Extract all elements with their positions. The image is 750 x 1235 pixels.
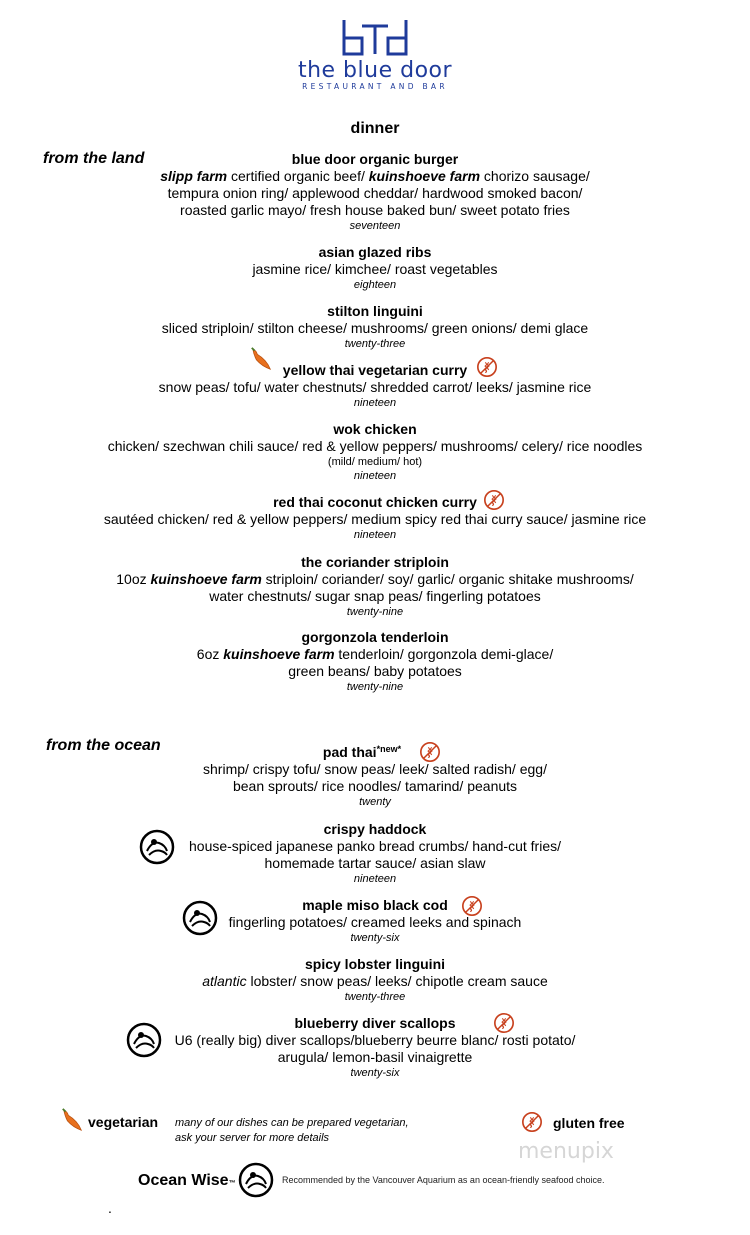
item-desc: chicken/ szechwan chili sauce/ red & yellow peppers/ mushrooms/ celery/ rice noodles (107, 438, 643, 454)
stray-dot: . (108, 1200, 112, 1216)
item-desc: fingerling potatoes/ creamed leeks and spinach (228, 914, 522, 930)
item-desc: slipp farm certified organic beef/ kuinshoeve farm chorizo sausage/ (160, 168, 590, 184)
menu-item (0, 744, 750, 809)
menu-item (0, 494, 750, 542)
menu-item (0, 554, 750, 619)
gluten-free-icon (521, 1111, 543, 1133)
ocean-wise-label: Ocean Wise™ (138, 1172, 236, 1189)
logo-name: the blue door (297, 58, 453, 83)
logo-subtitle: RESTAURANT AND BAR (302, 82, 448, 91)
item-price: nineteen (353, 397, 397, 409)
item-price: nineteen (353, 529, 397, 541)
menu-item (0, 303, 750, 351)
item-name: red thai coconut chicken curry (273, 494, 477, 510)
item-name: wok chicken (333, 421, 417, 437)
item-desc: sliced striploin/ stilton cheese/ mushrooms/ green onions/ demi glace (161, 320, 589, 336)
menu-item (0, 629, 750, 694)
menu-item (0, 956, 750, 1004)
item-desc: homemade tartar sauce/ asian slaw (264, 855, 486, 871)
item-price: twenty-three (344, 338, 406, 350)
item-price: twenty-six (350, 1067, 400, 1079)
item-desc: U6 (really big) diver scallops/blueberry beurre blanc/ rosti potato/ (174, 1032, 576, 1048)
legend-gluten-free: gluten free (553, 1115, 625, 1131)
item-name: the coriander striploin (301, 554, 449, 570)
pepper-icon (60, 1107, 86, 1133)
item-price: twenty-six (350, 932, 400, 944)
item-name: pad thai$^{*new*}$ (322, 744, 402, 760)
menu-title: dinner (350, 120, 400, 137)
item-desc: roasted garlic mayo/ fresh house baked bun/ sweet potato fries (180, 202, 570, 218)
menu-item (0, 151, 750, 233)
item-name: blueberry diver scallops (294, 1015, 456, 1031)
item-name: blue door organic burger (291, 151, 459, 167)
menu-item (0, 362, 750, 410)
item-desc: bean sprouts/ rice noodles/ tamarind/ peanuts (232, 778, 518, 794)
menu-item (0, 421, 750, 483)
menu-item (0, 244, 750, 292)
item-name: asian glazed ribs (318, 244, 432, 260)
menu-item (0, 1015, 750, 1080)
menu-item (0, 897, 750, 945)
section-title-ocean: from the ocean (46, 737, 161, 754)
item-price: seventeen (349, 220, 401, 232)
item-desc: arugula/ lemon-basil vinaigrette (277, 1049, 473, 1065)
restaurant-logo (0, 18, 750, 92)
item-desc: snow peas/ tofu/ water chestnuts/ shredded carrot/ leeks/ jasmine rice (158, 379, 592, 395)
item-desc: green beans/ baby potatoes (288, 663, 462, 679)
item-name: maple miso black cod (302, 897, 448, 913)
item-price: nineteen (353, 470, 397, 482)
item-price: twenty-nine (346, 681, 404, 693)
item-price: twenty-nine (346, 606, 404, 618)
item-name: gorgonzola tenderloin (301, 629, 449, 645)
ocean-wise-note: Recommended by the Vancouver Aquarium as an ocean-friendly seafood choice. (282, 1175, 605, 1185)
item-price: twenty-three (344, 991, 406, 1003)
item-desc: 10oz kuinshoeve farm striploin/ coriander/ soy/ garlic/ organic shitake mushrooms/ (116, 571, 634, 587)
ocean-wise-icon (238, 1162, 274, 1198)
item-desc: house-spiced japanese panko bread crumbs/ hand-cut fries/ (189, 838, 561, 854)
item-price: nineteen (353, 873, 397, 885)
item-desc: tempura onion ring/ applewood cheddar/ hardwood smoked bacon/ (167, 185, 583, 201)
menu-item (0, 821, 750, 886)
item-desc: 6oz kuinshoeve farm tenderloin/ gorgonzola demi-glace/ (196, 646, 554, 662)
item-price: eighteen (353, 279, 397, 291)
item-desc: atlantic lobster/ snow peas/ leeks/ chipotle cream sauce (202, 973, 548, 989)
item-desc: water chestnuts/ sugar snap peas/ fingerling potatoes (209, 588, 541, 604)
item-name: spicy lobster linguini (304, 956, 446, 972)
item-desc: sautéed chicken/ red & yellow peppers/ medium spicy red thai curry sauce/ jasmine rice (103, 511, 647, 527)
watermark: menupix (518, 1139, 614, 1164)
section-title-land: from the land (43, 150, 145, 167)
new-badge: *new* (376, 744, 402, 754)
item-desc: jasmine rice/ kimchee/ roast vegetables (252, 261, 498, 277)
legend-vegetarian-note: many of our dishes can be prepared vegetarian, ask your server for more details (175, 1117, 409, 1144)
item-name: yellow thai vegetarian curry (282, 362, 468, 378)
item-desc: shrimp/ crispy tofu/ snow peas/ leek/ salted radish/ egg/ (203, 761, 547, 777)
legend-vegetarian: vegetarian (88, 1114, 159, 1130)
item-name: stilton linguini (327, 303, 423, 319)
logo-mark-icon (340, 18, 410, 58)
item-name: crispy haddock (323, 821, 427, 837)
item-note: (mild/ medium/ hot) (327, 456, 423, 468)
item-price: twenty (359, 796, 391, 808)
